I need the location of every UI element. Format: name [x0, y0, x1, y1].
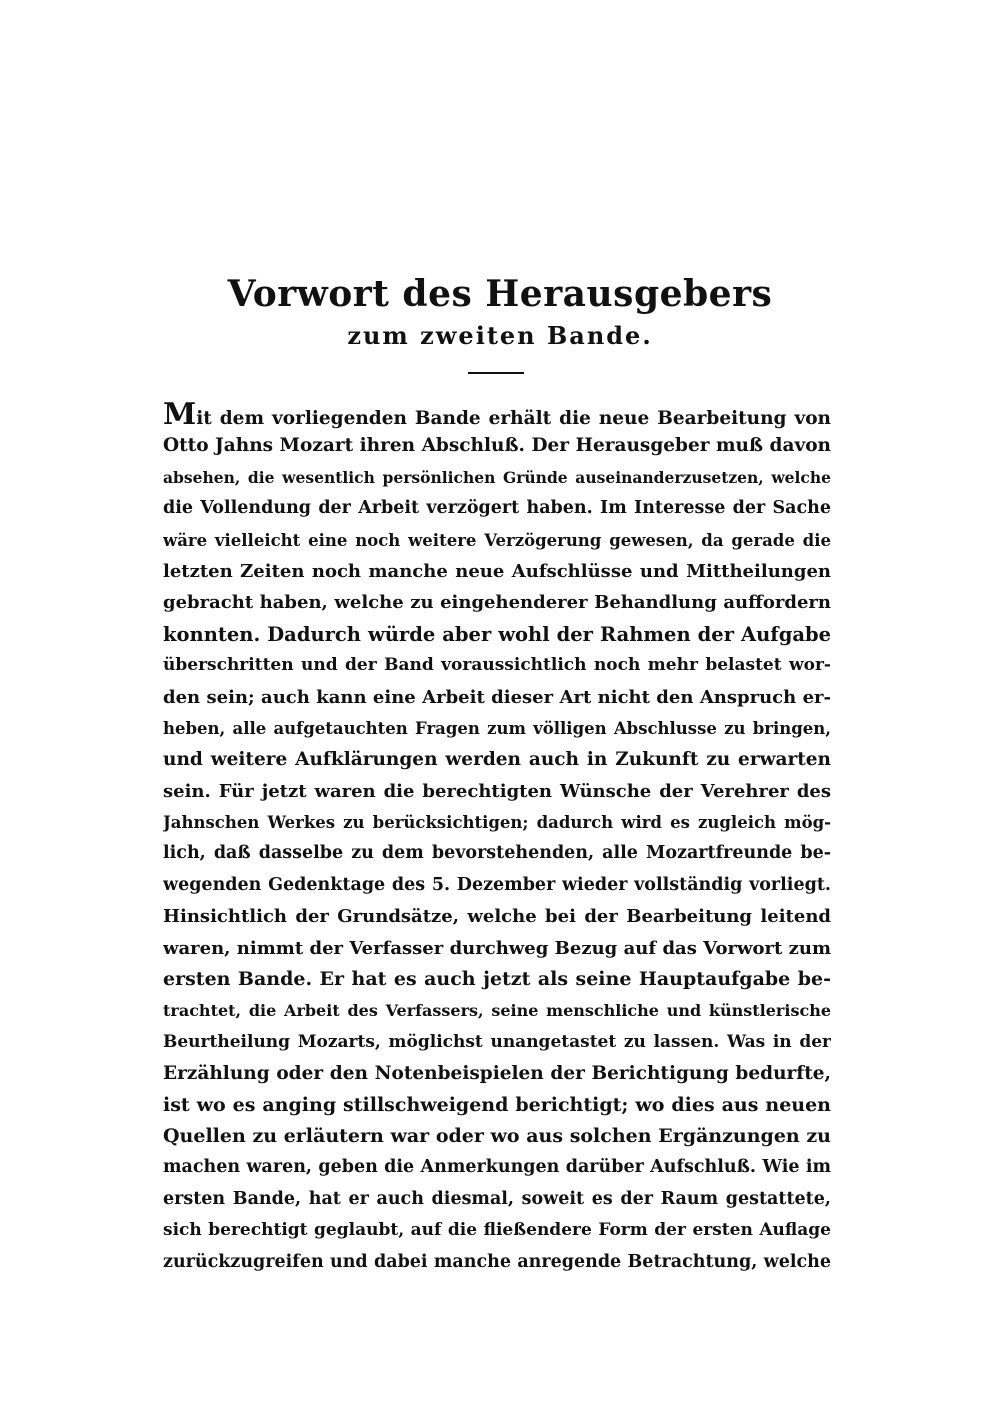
- text-line: Erzählung oder den Notenbeispielen der Berichtigung bedurfte,: [163, 1063, 831, 1085]
- text-line: absehen, die wesentlich persönlichen Gründe auseinanderzusetzen, welche: [163, 467, 831, 487]
- text-line: ersten Bande. Er hat es auch jetzt als seine Hauptaufgabe be-: [163, 968, 831, 991]
- text-line: konnten. Dadurch würde aber wohl der Rahmen der Aufgabe: [163, 622, 831, 646]
- page-title: Vorwort des Herausgebers: [227, 273, 773, 315]
- text-line: und weitere Aufklärungen werden auch in Zukunft zu erwarten: [163, 749, 831, 771]
- body-text: [163, 399, 831, 1278]
- text-line: waren, nimmt der Verfasser durchweg Bezug auf das Vorwort zum: [163, 937, 831, 959]
- text-line: sein. Für jetzt waren die berechtigten Wünsche der Verehrer des: [163, 780, 831, 802]
- page-subtitle: zum zweiten Bande.: [347, 321, 653, 350]
- text-line: Mit dem vorliegenden Bande erhält die neue Bearbeitung von: [163, 399, 831, 431]
- text-line: den sein; auch kann eine Arbeit dieser Art nicht den Anspruch er-: [163, 686, 831, 708]
- text-line: heben, alle aufgetauchten Fragen zum völligen Abschlusse zu bringen,: [163, 718, 831, 738]
- text-line: Hinsichtlich der Grundsätze, welche bei der Bearbeitung leitend: [163, 906, 831, 928]
- text-line: Beurtheilung Mozarts, möglichst unangetastet zu lassen. Was in der: [163, 1031, 831, 1052]
- title-divider: [468, 372, 524, 374]
- text-line: lich, daß dasselbe zu dem bevorstehenden, alle Mozartfreunde be-: [163, 843, 831, 864]
- text-line: überschritten und der Band voraussichtlich noch mehr belastet wor-: [163, 655, 831, 676]
- text-line: die Vollendung der Arbeit verzögert haben. Im Interesse der Sache: [163, 498, 831, 519]
- text-line: sich berechtigt geglaubt, auf die fließendere Form der ersten Auflage: [163, 1220, 831, 1241]
- text-line: letzten Zeiten noch manche neue Aufschlüsse und Mittheilungen: [163, 560, 831, 582]
- text-line: ersten Bande, hat er auch diesmal, soweit es der Raum gestattete,: [163, 1188, 831, 1209]
- text-line: gebracht haben, welche zu eingehenderer Behandlung auffordern: [163, 592, 831, 614]
- text-line: wegenden Gedenktage des 5. Dezember wieder vollständig vorliegt.: [163, 874, 831, 895]
- text-line: zurückzugreifen und dabei manche anregende Betrachtung, welche: [163, 1251, 831, 1272]
- text-line: Otto Jahns Mozart ihren Abschluß. Der Herausgeber muß davon: [163, 435, 831, 457]
- drop-cap: M: [163, 399, 197, 431]
- text-line: trachtet, die Arbeit des Verfassers, seine menschliche und künstlerische: [163, 1001, 831, 1021]
- text-line: Jahnschen Werkes zu berücksichtigen; dadurch wird es zugleich mög-: [163, 813, 831, 833]
- text-line: Quellen zu erläutern war oder wo aus solchen Ergänzungen zu: [163, 1124, 831, 1147]
- text-line: ist wo es anging stillschweigend berichtigt; wo dies aus neuen: [163, 1093, 831, 1116]
- text-line: machen waren, geben die Anmerkungen darüber Aufschluß. Wie im: [163, 1157, 831, 1178]
- text-line: wäre vielleicht eine noch weitere Verzögerung gewesen, da gerade die: [163, 530, 831, 550]
